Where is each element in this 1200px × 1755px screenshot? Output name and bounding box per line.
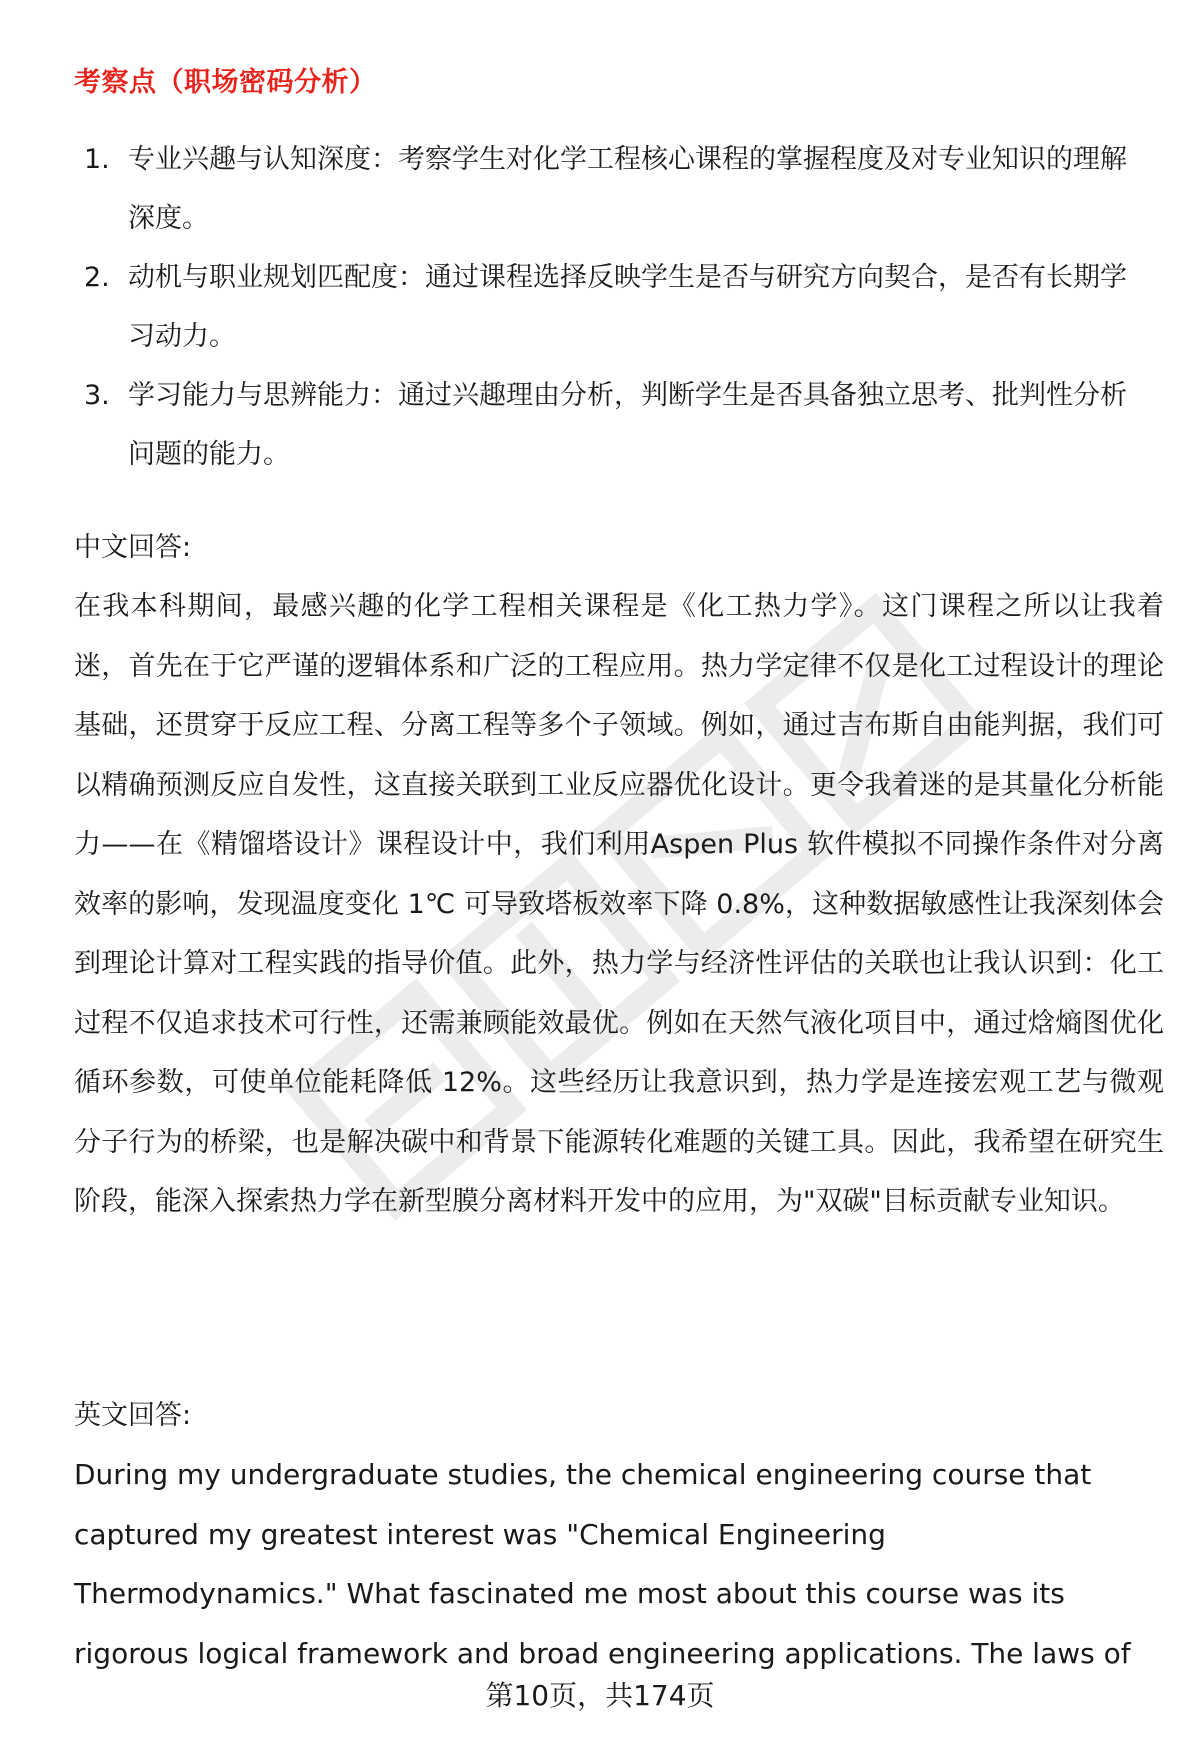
list-number: 3. (84, 380, 110, 411)
list-item-text: 动机与职业规划匹配度：通过课程选择反映学生是否与研究方向契合，是否有长期学习动力。 (128, 262, 1127, 352)
list-number: 2. (84, 262, 110, 293)
list-item-text: 专业兴趣与认知深度：考察学生对化学工程核心课程的掌握程度及对专业知识的理解深度。 (128, 144, 1127, 234)
list-item (74, 366, 1144, 484)
chinese-answer-label: 中文回答: (74, 532, 192, 563)
chinese-answer-text: 在我本科期间，最感兴趣的化学工程相关课程是《化工热力学》。这门课程之所以让我着迷，首先在于它严谨的逻辑体系和广泛的工程应用。热力学定律不仅是化工过程设计的理论基础，还贯穿于反应工程、分离工程等多个子领域。例如，通过吉布斯自由能判据，我们可以精确预测反应自发性，这直接关联到工业反应器优化设计。更令我着迷的是其量化分析能力——在《精馏塔设计》课程设计中，我们利用Aspen Plus 软件模拟不同操作条件对分离效率的影响，发现温度变化 1℃ 可导致塔板效率下降 0.8%，这种数据敏感性让我深刻体会到理论计算对工程实践的指导价值。此外，热力学与经济性评估的关联也让我认识到：化工过程不仅追求技术可行性，还需兼顾能效最优。例如在天然气液化项目中，通过焓熵图优化循环参数，可使单位能耗降低 12%。这些经历让我意识到，热力学是连接宏观工艺与微观分子行为的桥梁，也是解决碳中和背景下能源转化难题的关键工具。因此，我希望在研究生阶段，能深入探索热力学在新型膜分离材料开发中的应用，为"双碳"目标贡献专业知识。 (74, 591, 1164, 1217)
list-number: 1. (84, 144, 110, 175)
page-number: 第10页，共174页 (485, 1679, 715, 1712)
english-answer-text: During my undergraduate studies, the chemical engineering course that captured my greatest interest was "Chemical Engineering Thermodynamics." What fascinated me most about this course was its rigorous logical framework and broad engineering applications. The laws of (74, 1458, 1131, 1670)
section-title: 考察点（职场密码分析） (74, 67, 377, 98)
assessment-points-list (74, 130, 1144, 484)
list-item (74, 130, 1144, 248)
list-item (74, 248, 1144, 366)
english-answer-label: 英文回答: (74, 1400, 192, 1431)
list-item-text: 学习能力与思辨能力：通过兴趣理由分析，判断学生是否具备独立思考、批判性分析问题的能力。 (128, 380, 1127, 470)
